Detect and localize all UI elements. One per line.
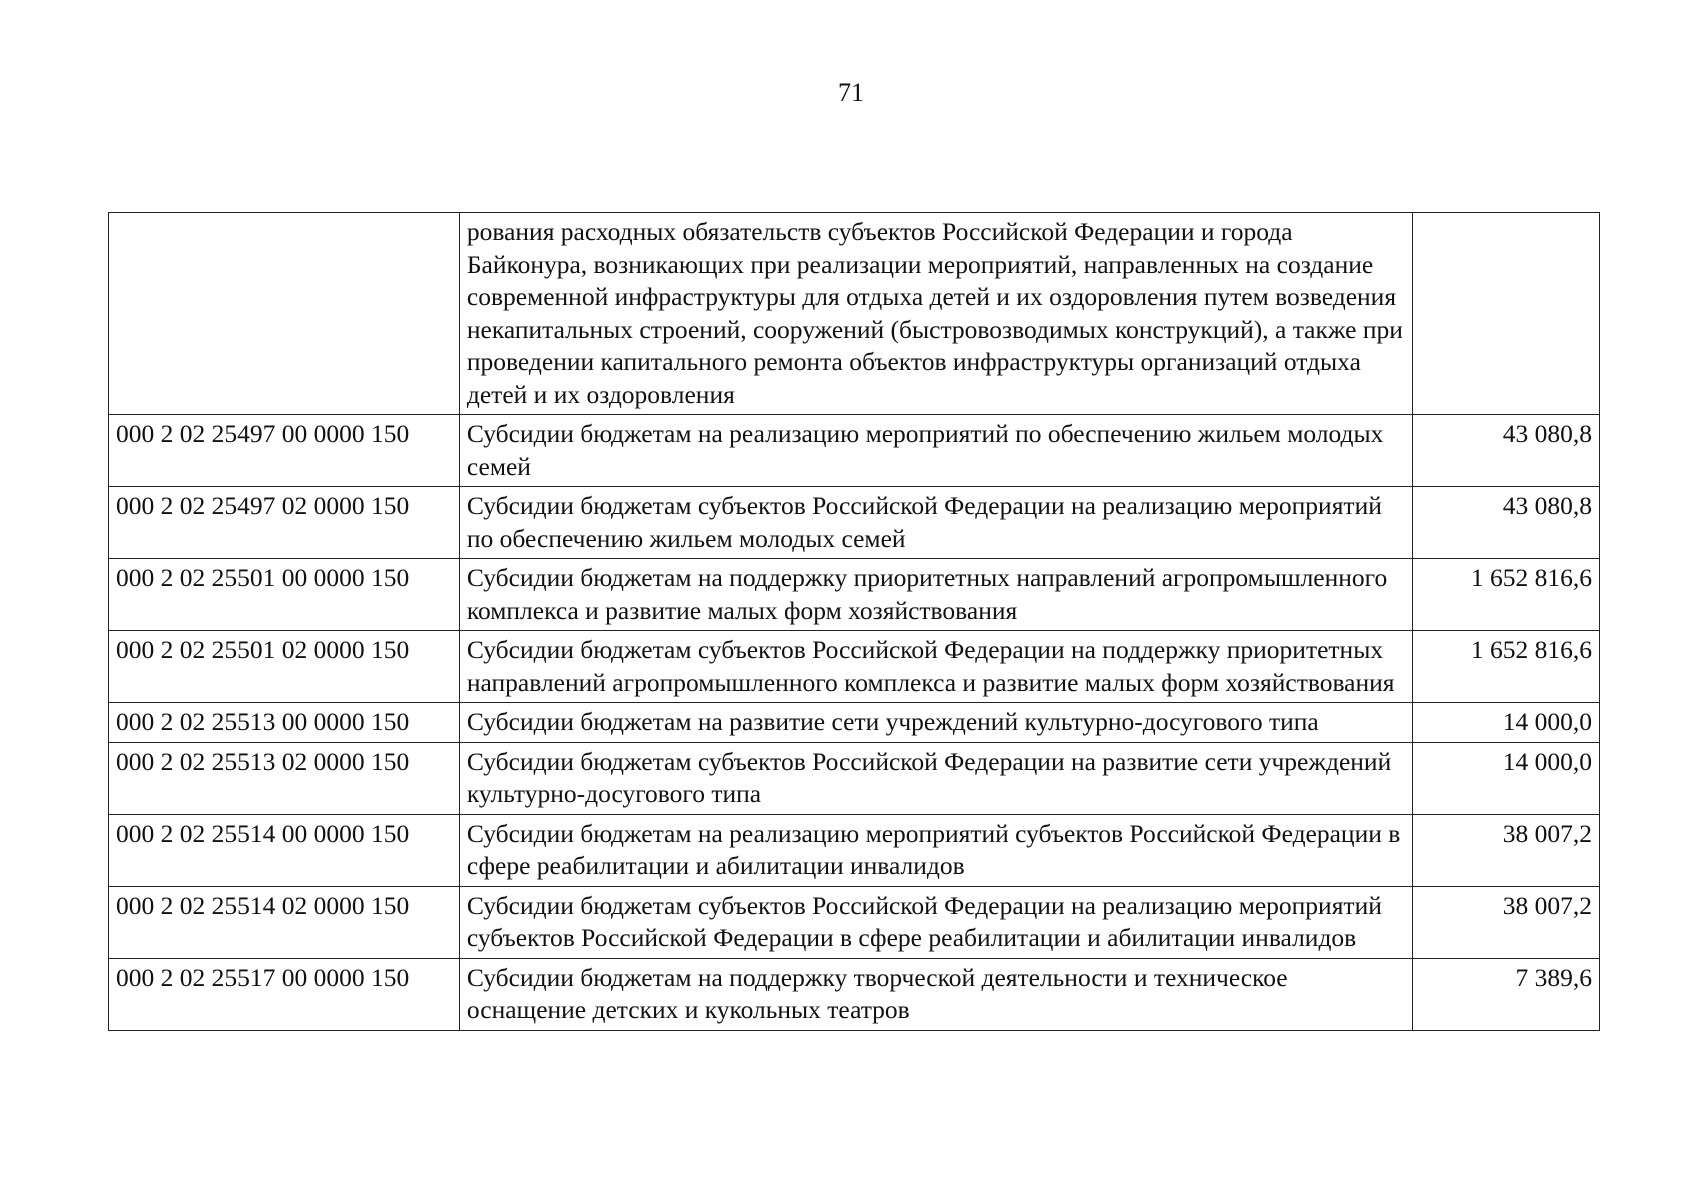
budget-code-cell: 000 2 02 25501 00 0000 150 [109,559,460,631]
budget-code-cell: 000 2 02 25514 00 0000 150 [109,814,460,886]
description-cell: Субсидии бюджетам субъектов Российской Федерации на развитие сети учреждений культурно-досугового типа [459,742,1412,814]
description-cell: Субсидии бюджетам субъектов Российской Федерации на реализацию мероприятий по обеспечению жильем молодых семей [459,487,1412,559]
amount-cell: 7 389,6 [1413,958,1600,1030]
table-row [109,213,1600,415]
amount-cell: 38 007,2 [1413,886,1600,958]
description-cell: Субсидии бюджетам субъектов Российской Федерации на поддержку приоритетных направлений агропромышленного комплекса и развитие малых форм хозяйствования [459,631,1412,703]
budget-code-cell: 000 2 02 25513 00 0000 150 [109,703,460,743]
amount-cell: 43 080,8 [1413,415,1600,487]
amount-cell: 14 000,0 [1413,703,1600,743]
table-row [109,487,1600,559]
budget-code-cell: 000 2 02 25497 02 0000 150 [109,487,460,559]
description-cell: Субсидии бюджетам на поддержку творческой деятельности и техническое оснащение детских и кукольных театров [459,958,1412,1030]
table-row [109,559,1600,631]
budget-code-cell: 000 2 02 25517 00 0000 150 [109,958,460,1030]
table-row [109,958,1600,1030]
table-row [109,631,1600,703]
description-cell: Субсидии бюджетам на поддержку приоритетных направлений агропромышленного комплекса и развитие малых форм хозяйствования [459,559,1412,631]
description-cell: Субсидии бюджетам субъектов Российской Федерации на реализацию мероприятий субъектов Российской Федерации в сфере реабилитации и абилитации инвалидов [459,886,1412,958]
budget-code-cell: 000 2 02 25497 00 0000 150 [109,415,460,487]
table-row [109,742,1600,814]
budget-code-cell: 000 2 02 25501 02 0000 150 [109,631,460,703]
table-row [109,703,1600,743]
amount-cell: 1 652 816,6 [1413,559,1600,631]
budget-code-cell: 000 2 02 25514 02 0000 150 [109,886,460,958]
table-row [109,814,1600,886]
page-number: 71 [838,78,864,107]
description-cell: Субсидии бюджетам на реализацию мероприятий по обеспечению жильем молодых семей [459,415,1412,487]
amount-cell [1413,213,1600,415]
table-row [109,886,1600,958]
description-cell: Субсидии бюджетам на реализацию мероприятий субъектов Российской Федерации в сфере реабилитации и абилитации инвалидов [459,814,1412,886]
description-cell: Субсидии бюджетам на развитие сети учреждений культурно-досугового типа [459,703,1412,743]
amount-cell: 38 007,2 [1413,814,1600,886]
budget-code-cell: 000 2 02 25513 02 0000 150 [109,742,460,814]
amount-cell: 14 000,0 [1413,742,1600,814]
amount-cell: 43 080,8 [1413,487,1600,559]
table-row [109,415,1600,487]
description-cell: рования расходных обязательств субъектов Российской Федерации и города Байконура, возникающих при реализации мероприятий, направленных на создание современной инфраструктуры для отдыха детей и их оздоровления путем возведения некапитальных строений, сооружений (быстровозводимых конструкций), а также при проведении капитального ремонта объектов инфраструктуры организаций отдыха детей и их оздоровления [459,213,1412,415]
budget-code-cell [109,213,460,415]
amount-cell: 1 652 816,6 [1413,631,1600,703]
budget-revenue-table [108,212,1600,1031]
